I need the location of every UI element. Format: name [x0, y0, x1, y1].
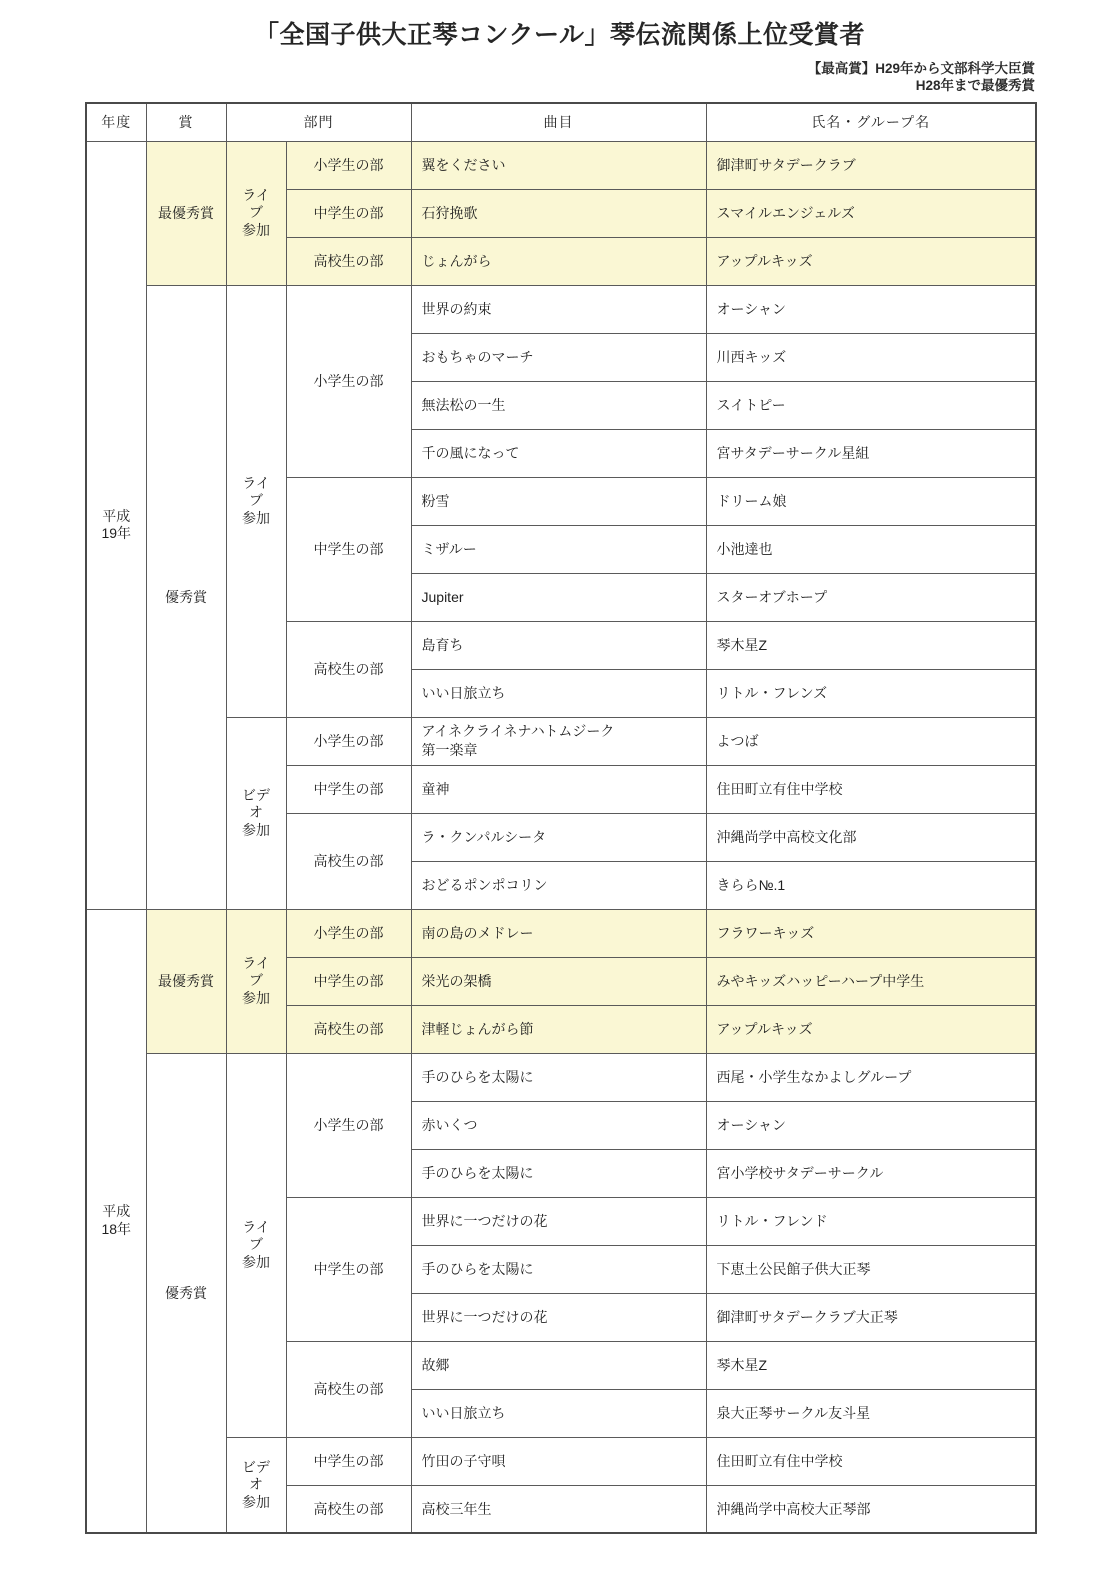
mode-line-2: 参加	[242, 221, 270, 238]
cell-song: 南の島のメドレー	[411, 909, 706, 957]
cell-song: 島育ち	[411, 621, 706, 669]
cell-name: みやキッズハッピーハープ中学生	[706, 957, 1036, 1005]
cell-song: いい日旅立ち	[411, 1389, 706, 1437]
cell-name: 琴木星Z	[706, 1341, 1036, 1389]
mode-line-2: 参加	[242, 1493, 270, 1510]
cell-song: 粉雪	[411, 477, 706, 525]
cell-division: 高校生の部	[286, 813, 411, 909]
cell-song: いい日旅立ち	[411, 669, 706, 717]
cell-division: 中学生の部	[286, 957, 411, 1005]
cell-name: 住田町立有住中学校	[706, 765, 1036, 813]
cell-name: アップルキッズ	[706, 237, 1036, 285]
cell-name: オーシャン	[706, 285, 1036, 333]
cell-song: 栄光の架橋	[411, 957, 706, 1005]
cell-name: 小池達也	[706, 525, 1036, 573]
cell-name: スマイルエンジェルズ	[706, 189, 1036, 237]
column-header-name: 氏名・グループ名	[706, 103, 1036, 141]
cell-name: スターオブホープ	[706, 573, 1036, 621]
cell-prize-top: 最優秀賞	[146, 909, 226, 1053]
cell-division: 高校生の部	[286, 237, 411, 285]
table-row	[86, 909, 1036, 957]
cell-mode-video	[226, 1437, 286, 1533]
cell-song: 無法松の一生	[411, 381, 706, 429]
song-line-2: 第一楽章	[421, 742, 478, 759]
cell-song: 手のひらを太陽に	[411, 1245, 706, 1293]
cell-name: 御津町サタデークラブ	[706, 141, 1036, 189]
cell-song	[411, 717, 706, 765]
mode-line-2: 参加	[242, 1253, 270, 1270]
cell-name: 沖縄尚学中高校大正琴部	[706, 1485, 1036, 1533]
mode-line-1: ライブ	[242, 1218, 270, 1253]
cell-song: 世界の約束	[411, 285, 706, 333]
cell-division: 小学生の部	[286, 1053, 411, 1197]
cell-division: 高校生の部	[286, 1005, 411, 1053]
cell-name: リトル・フレンズ	[706, 669, 1036, 717]
cell-division: 中学生の部	[286, 189, 411, 237]
cell-name: きらら№.1	[706, 861, 1036, 909]
cell-song: 高校三年生	[411, 1485, 706, 1533]
table-header-row	[86, 103, 1036, 141]
cell-song: 手のひらを太陽に	[411, 1053, 706, 1101]
cell-song: じょんがら	[411, 237, 706, 285]
cell-name: 沖縄尚学中高校文化部	[706, 813, 1036, 861]
cell-song: おどるポンポコリン	[411, 861, 706, 909]
cell-name: 川西キッズ	[706, 333, 1036, 381]
cell-name: スイトピー	[706, 381, 1036, 429]
cell-division: 小学生の部	[286, 909, 411, 957]
cell-name: 宮サタデーサークル星組	[706, 429, 1036, 477]
cell-mode-video	[226, 717, 286, 909]
mode-line-2: 参加	[242, 989, 270, 1006]
cell-name: 西尾・小学生なかよしグループ	[706, 1053, 1036, 1101]
cell-song: 童神	[411, 765, 706, 813]
mode-line-2: 参加	[242, 509, 270, 526]
table-row	[86, 141, 1036, 189]
cell-mode-live	[226, 141, 286, 285]
cell-name: よつば	[706, 717, 1036, 765]
cell-division: 小学生の部	[286, 717, 411, 765]
cell-song: 世界に一つだけの花	[411, 1293, 706, 1341]
mode-line-2: 参加	[242, 821, 270, 838]
cell-name: 泉大正琴サークル友斗星	[706, 1389, 1036, 1437]
cell-division: 高校生の部	[286, 621, 411, 717]
cell-song: ラ・クンパルシータ	[411, 813, 706, 861]
cell-division: 小学生の部	[286, 141, 411, 189]
column-header-division: 部門	[226, 103, 411, 141]
cell-song: 千の風になって	[411, 429, 706, 477]
mode-line-1: ライブ	[242, 474, 270, 509]
cell-name: リトル・フレンド	[706, 1197, 1036, 1245]
cell-division: 小学生の部	[286, 285, 411, 477]
table-row	[86, 285, 1036, 333]
year-line-1: 平成	[102, 1203, 131, 1220]
cell-mode-live	[226, 1053, 286, 1437]
cell-mode-live	[226, 909, 286, 1053]
mode-line-1: ビデオ	[242, 786, 270, 821]
cell-mode-live	[226, 285, 286, 717]
cell-song: 竹田の子守唄	[411, 1437, 706, 1485]
cell-song: おもちゃのマーチ	[411, 333, 706, 381]
cell-song: 翼をください	[411, 141, 706, 189]
cell-song: 世界に一つだけの花	[411, 1197, 706, 1245]
cell-name: 琴木星Z	[706, 621, 1036, 669]
table-body	[86, 141, 1036, 1533]
song-line-1: アイネクライネナハトムジーク	[421, 723, 615, 740]
mode-line-1: ライブ	[242, 954, 270, 989]
cell-year	[86, 909, 146, 1533]
cell-division: 中学生の部	[286, 477, 411, 621]
cell-year	[86, 141, 146, 909]
awards-table	[85, 102, 1037, 1534]
cell-prize-excellent: 優秀賞	[146, 285, 226, 909]
year-line-2: 19年	[101, 525, 132, 542]
cell-name: 御津町サタデークラブ大正琴	[706, 1293, 1036, 1341]
page-title: 「全国子供大正琴コンクール」琴伝流関係上位受賞者	[253, 21, 865, 49]
column-header-year: 年度	[86, 103, 146, 141]
cell-song: Jupiter	[411, 573, 706, 621]
year-line-2: 18年	[101, 1220, 132, 1237]
cell-song: 赤いくつ	[411, 1101, 706, 1149]
column-header-prize: 賞	[146, 103, 226, 141]
cell-prize-excellent: 優秀賞	[146, 1053, 226, 1533]
mode-line-1: ライブ	[242, 186, 270, 221]
column-header-song: 曲目	[411, 103, 706, 141]
cell-name: フラワーキッズ	[706, 909, 1036, 957]
cell-name: 宮小学校サタデーサークル	[706, 1149, 1036, 1197]
table-row	[86, 1437, 1036, 1485]
cell-song: 手のひらを太陽に	[411, 1149, 706, 1197]
cell-name: ドリーム娘	[706, 477, 1036, 525]
cell-name: オーシャン	[706, 1101, 1036, 1149]
mode-line-1: ビデオ	[242, 1458, 270, 1493]
prize-note-line-2: H28年まで最優秀賞	[915, 77, 1035, 93]
year-line-1: 平成	[102, 507, 131, 524]
cell-song: 津軽じょんがら節	[411, 1005, 706, 1053]
cell-name: アップルキッズ	[706, 1005, 1036, 1053]
cell-division: 高校生の部	[286, 1485, 411, 1533]
cell-division: 高校生の部	[286, 1341, 411, 1437]
cell-song: ミザルー	[411, 525, 706, 573]
cell-division: 中学生の部	[286, 765, 411, 813]
cell-song: 故郷	[411, 1341, 706, 1389]
prize-note-line-1: 【最高賞】H29年から文部科学大臣賞	[807, 60, 1035, 76]
table-row	[86, 1053, 1036, 1101]
table-row	[86, 717, 1036, 765]
cell-division: 中学生の部	[286, 1197, 411, 1341]
cell-name: 住田町立有住中学校	[706, 1437, 1036, 1485]
cell-division: 中学生の部	[286, 1437, 411, 1485]
cell-prize-top: 最優秀賞	[146, 141, 226, 285]
prize-note	[0, 60, 1119, 95]
cell-name: 下恵土公民館子供大正琴	[706, 1245, 1036, 1293]
cell-song: 石狩挽歌	[411, 189, 706, 237]
